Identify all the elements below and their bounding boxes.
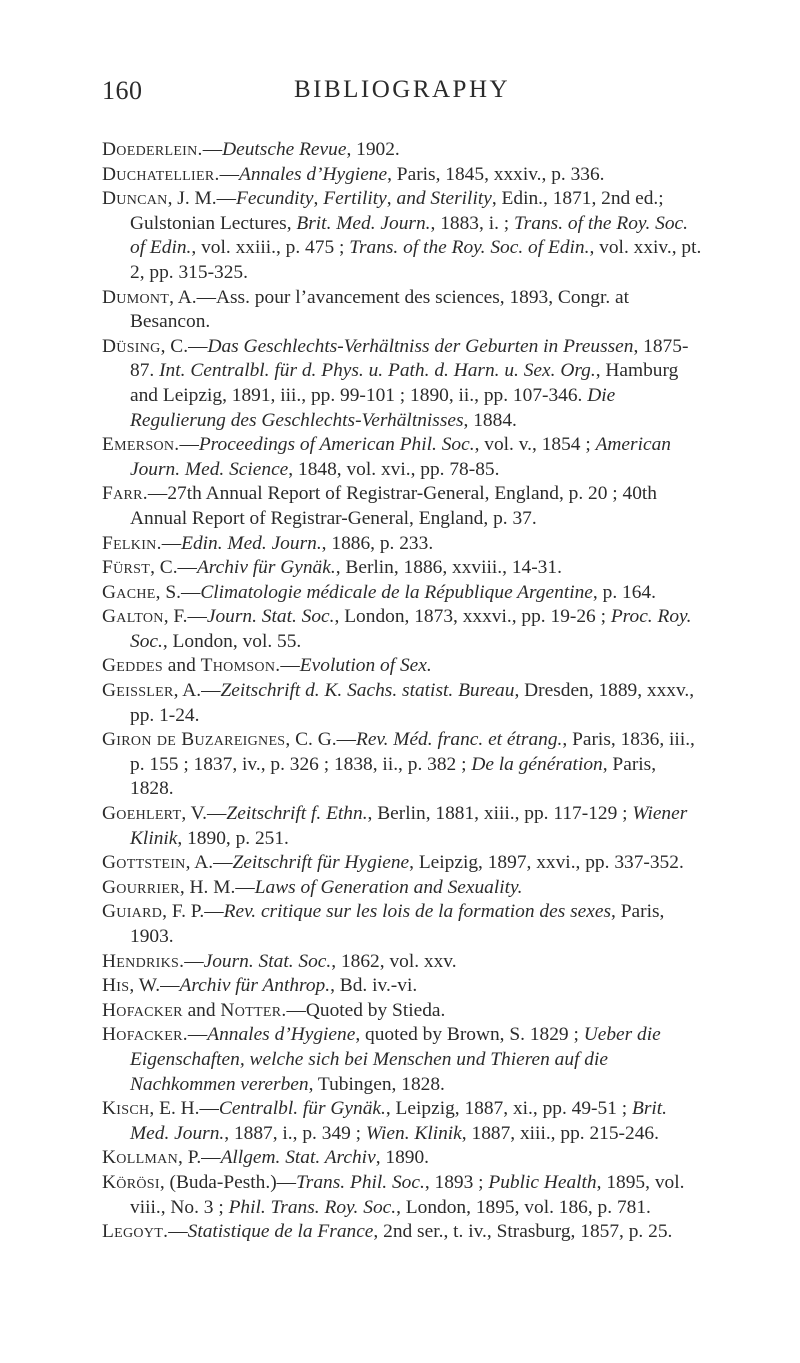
- entry-author: Körösi: [102, 1171, 160, 1193]
- entry-text: , H. M.—: [179, 876, 255, 898]
- entry-text: —27th Annual Report of Registrar-General, England, p. 20 ; 40th Annual Report of Registrar-General, England, p. 37.: [130, 483, 657, 529]
- entry-text: , C.—: [150, 557, 197, 579]
- entry-text: , A.—Ass. pour l’avancement des sciences, 1893, Congr. at Besancon.: [130, 286, 630, 333]
- entry-text: and: [182, 999, 221, 1021]
- bibliography-entry: [102, 876, 702, 901]
- entry-title: Laws of Generation and Sexuality.: [254, 876, 523, 898]
- entry-title: Trans. of the Roy. Soc. of Edin.: [349, 237, 590, 259]
- entry-author: Giron de Buzareignes: [102, 729, 286, 751]
- entry-text: , quoted by Brown, S. 1829 ;: [355, 1024, 584, 1046]
- entry-title: Annales d’Hygiene: [207, 1024, 356, 1046]
- entry-text: , Hamburg and Leipzig, 1891, iii., pp. 99-101 ; 1890, ii., pp. 107-346.: [130, 360, 679, 406]
- entry-author: Notter.: [220, 999, 287, 1021]
- entry-text: , Paris, 1903.: [130, 901, 665, 947]
- entry-text: , C.—: [160, 335, 208, 357]
- entry-text: , Paris, 1828.: [130, 753, 657, 800]
- entry-title: Allgem. Stat. Archiv: [220, 1147, 376, 1169]
- entry-author: Hofacker.: [102, 1024, 188, 1046]
- entry-author: Duchatellier.: [102, 163, 220, 185]
- entry-text: ,: [313, 188, 324, 210]
- entry-title: Archiv für Anthrop.: [179, 975, 331, 997]
- entry-text: —: [219, 163, 240, 185]
- entry-author: Kollman: [102, 1147, 178, 1169]
- entry-text: , 1887, i., p. 349 ;: [224, 1122, 366, 1144]
- entry-text: , Leipzig, 1897, xxvi., pp. 337-352.: [409, 852, 684, 874]
- entry-author: Galton: [102, 606, 164, 628]
- bibliography-entry: [102, 950, 702, 975]
- entry-title: Rev. Méd. franc. et étrang.: [355, 729, 563, 751]
- bibliography-entry: [102, 1146, 702, 1171]
- entry-title: Trans. of the Roy. Soc. of Edin.: [130, 212, 688, 259]
- entry-author: Doederlein.: [102, 139, 203, 160]
- bibliography-entry: [102, 187, 702, 285]
- bibliography-entry: [102, 1220, 702, 1245]
- entry-text: , P.—: [178, 1147, 221, 1169]
- entry-title: Deutsche Revue: [222, 139, 347, 160]
- entry-title: Public Health: [488, 1171, 597, 1193]
- bibliography-entry: [102, 999, 702, 1024]
- bibliography-entry: [102, 851, 702, 876]
- entry-title: Ueber die Eigenschaften, welche sich bei Menschen und Thieren auf die Nachkommen vererben: [130, 1024, 661, 1095]
- bibliography-entry: [102, 1023, 702, 1097]
- entry-author: Guiard: [102, 901, 163, 923]
- entry-title: Wiener Klinik: [130, 803, 688, 849]
- entry-author: Felkin.: [102, 532, 162, 554]
- entry-text: , 1848, vol. xvi., pp. 78-85.: [288, 458, 500, 480]
- entry-text: —: [202, 139, 223, 160]
- entry-text: , A.—: [185, 852, 233, 874]
- entry-text: , Berlin, 1881, xiii., pp. 117-129 ;: [367, 803, 633, 825]
- entry-text: , 1890, p. 251.: [177, 827, 289, 849]
- entry-title: Zeitschrift f. Ethn.: [226, 803, 368, 825]
- entry-text: , 1884.: [463, 409, 517, 431]
- entry-title: Archiv für Gynäk.: [196, 557, 336, 579]
- entry-text: , 1862, vol. xxv.: [331, 950, 457, 972]
- entry-text: , Dresden, 1889, xxxv., pp. 1-24.: [130, 680, 695, 726]
- entry-text: , Leipzig, 1887, xi., pp. 49-51 ;: [385, 1098, 632, 1120]
- entry-author: Duncan: [102, 188, 168, 210]
- entry-text: , London, 1873, xxxvi., pp. 19-26 ;: [334, 606, 611, 628]
- entry-text: , 1883, i. ;: [430, 212, 515, 234]
- entry-text: , Berlin, 1886, xxviii., 14-31.: [335, 557, 562, 579]
- bibliography-entry: [102, 532, 702, 557]
- entry-text: —: [280, 655, 300, 677]
- entry-text: , J. M.—: [167, 188, 237, 210]
- entry-title: Phil. Trans. Roy. Soc.: [228, 1196, 397, 1218]
- entry-title: Brit. Med. Journ.: [296, 212, 431, 234]
- running-head: BIBLIOGRAPHY: [293, 76, 511, 103]
- entry-text: —: [168, 1221, 188, 1243]
- entry-text: , Edin., 1871, 2nd ed.; Gulstonian Lectures,: [130, 188, 664, 234]
- bibliography-entry: [102, 138, 702, 163]
- entry-text: —Quoted by Stieda.: [286, 999, 446, 1021]
- entry-title: Edin. Med. Journ.: [181, 532, 322, 554]
- entry-author: Goehlert: [102, 803, 182, 825]
- entry-title: Wien. Klinik: [365, 1122, 462, 1144]
- entry-text: , 1875-87.: [130, 335, 689, 382]
- bibliography-entry: [102, 1097, 702, 1146]
- entry-title: Zeitschrift für Hygiene: [232, 852, 410, 874]
- entry-author: Thomson.: [200, 655, 281, 677]
- bibliography-entry: [102, 433, 702, 482]
- entry-author: Kisch: [102, 1098, 150, 1120]
- entry-text: —: [161, 532, 182, 554]
- entry-title: Journ. Stat. Soc.: [206, 606, 335, 628]
- entry-text: , vol. xxiv., pt. 2, pp. 315-325.: [130, 237, 702, 283]
- entry-text: , vol. v., 1854 ;: [474, 434, 596, 456]
- bibliography-entry: [102, 802, 702, 851]
- entry-text: , (Buda-Pesth.)—: [159, 1171, 297, 1193]
- entry-text: , V.—: [181, 803, 227, 825]
- entry-author: Gourrier: [102, 876, 180, 898]
- bibliography-list: [102, 138, 702, 1245]
- entry-title: Proceedings of American Phil. Soc.: [198, 434, 475, 456]
- entry-text: , C. G.—: [285, 729, 356, 751]
- entry-title: De la génération: [471, 753, 603, 775]
- bibliography-entry: [102, 556, 702, 581]
- bibliography-entry: [102, 482, 702, 531]
- bibliography-entry: [102, 679, 702, 728]
- entry-text: , London, 1895, vol. 186, p. 781.: [396, 1196, 651, 1218]
- entry-text: , Tubingen, 1828.: [308, 1073, 445, 1095]
- entry-author: Geissler: [102, 680, 174, 702]
- bibliography-entry: [102, 728, 702, 802]
- entry-text: , F.—: [163, 606, 207, 628]
- entry-title: American Journ. Med. Science: [130, 434, 671, 480]
- page-number: 160: [102, 76, 143, 105]
- entry-author: Legoyt.: [102, 1221, 169, 1243]
- entry-title: Centralbl. für Gynäk.: [218, 1098, 386, 1120]
- entry-text: ,: [386, 188, 397, 210]
- entry-text: , London, vol. 55.: [162, 630, 302, 652]
- entry-title: Evolution of Sex.: [299, 655, 432, 677]
- entry-author: Fürst: [102, 557, 151, 579]
- entry-text: , 1890.: [375, 1147, 430, 1169]
- bibliography-entry: [102, 1171, 702, 1220]
- page-header: [102, 76, 702, 116]
- entry-text: —: [184, 950, 204, 972]
- bibliography-entry: [102, 581, 702, 606]
- bibliography-entry: [102, 163, 702, 188]
- bibliography-entry: [102, 900, 702, 949]
- entry-text: , W.—: [129, 975, 180, 997]
- entry-title: Fecundity: [236, 188, 314, 210]
- entry-author: His: [102, 975, 130, 997]
- entry-text: , 1895, vol. viii., No. 3 ;: [130, 1171, 685, 1218]
- entry-title: Proc. Roy. Soc.: [130, 606, 692, 652]
- entry-text: , Paris, 1836, iii., p. 155 ; 1837, iv., p. 326 ; 1838, ii., p. 382 ;: [130, 729, 695, 775]
- entry-title: Das Geschlechts-Verhältniss der Geburten in Preussen: [207, 335, 634, 357]
- entry-title: Int. Centralbl. für d. Phys. u. Path. d. Harn. u. Sex. Org.: [159, 360, 596, 382]
- entry-title: Rev. critique sur les lois de la formation des sexes: [223, 901, 612, 923]
- entry-text: and: [162, 655, 201, 677]
- entry-text: , 1887, xiii., pp. 215-246.: [461, 1122, 659, 1144]
- bibliography-entry: [102, 335, 702, 433]
- entry-text: , A.—: [173, 680, 221, 702]
- entry-text: , S.—: [155, 581, 201, 603]
- bibliography-entry: [102, 605, 702, 654]
- entry-title: Trans. Phil. Soc.: [296, 1171, 425, 1193]
- bibliography-entry: [102, 974, 702, 999]
- bibliography-entry: [102, 286, 702, 335]
- entry-author: Geddes: [102, 655, 163, 677]
- entry-text: , E. H.—: [149, 1098, 219, 1120]
- entry-author: Gottstein: [102, 852, 186, 874]
- entry-title: Brit. Med. Journ.: [130, 1098, 667, 1144]
- bibliography-entry: [102, 654, 702, 679]
- entry-text: , Bd. iv.-vi.: [330, 975, 418, 997]
- entry-title: Climatologie médicale de la République Argentine: [200, 581, 593, 603]
- entry-text: —: [179, 434, 199, 456]
- entry-author: Düsing: [102, 335, 161, 357]
- entry-title: Journ. Stat. Soc.: [203, 950, 332, 972]
- entry-text: , 1902.: [346, 139, 400, 160]
- entry-title: Die Regulierung des Geschlechts-Verhältnisses: [130, 384, 616, 431]
- entry-author: Emerson.: [102, 434, 180, 456]
- entry-text: , F. P.—: [162, 901, 224, 923]
- entry-author: Gache: [102, 581, 156, 603]
- entry-title: Annales d’Hygiene: [239, 163, 388, 185]
- entry-title: Statistique de la France: [187, 1221, 374, 1243]
- entry-text: , 2nd ser., t. iv., Strasburg, 1857, p. 25.: [373, 1221, 673, 1243]
- entry-text: —: [187, 1024, 208, 1046]
- entry-text: , vol. xxiii., p. 475 ;: [191, 237, 350, 259]
- entry-title: and Sterility: [396, 188, 492, 210]
- entry-text: , 1893 ;: [424, 1171, 489, 1193]
- entry-text: , 1886, p. 233.: [321, 532, 434, 554]
- entry-author: Farr.: [102, 483, 148, 505]
- entry-title: Zeitschrift d. K. Sachs. statist. Bureau: [220, 680, 515, 702]
- entry-author: Hofacker: [102, 999, 183, 1021]
- entry-author: Hendriks.: [102, 950, 185, 972]
- entry-author: Dumont: [102, 286, 170, 308]
- entry-title: Fertility: [323, 188, 387, 210]
- entry-text: , p. 164.: [592, 581, 656, 603]
- entry-text: , Paris, 1845, xxxiv., p. 336.: [387, 163, 605, 185]
